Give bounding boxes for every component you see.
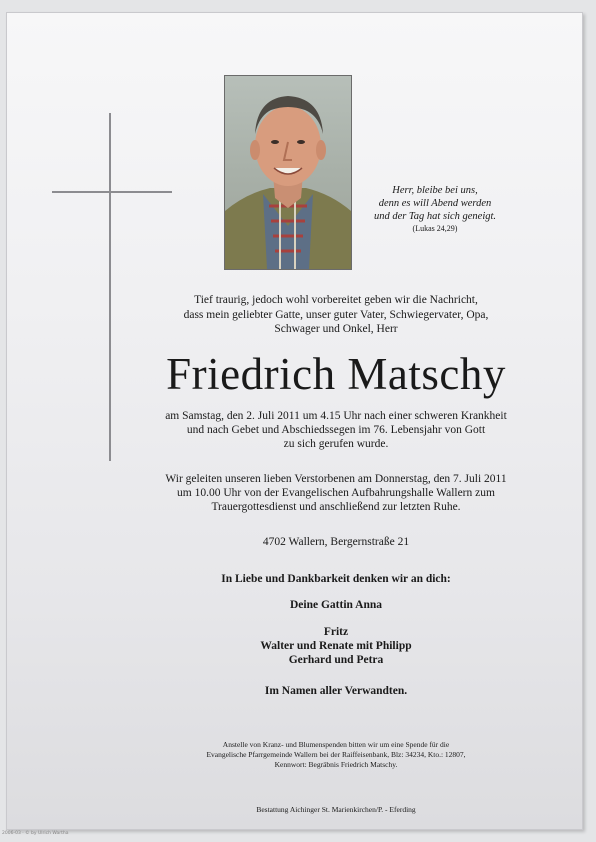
address: 4702 Wallern, Bergernstraße 21 [262,536,410,548]
family-member: Fritz [323,626,349,638]
quote-line: und der Tag hat sich geneigt. [373,211,497,222]
funeral-notice [106,472,566,514]
quote-line: denn es will Abend werden [378,198,492,209]
donation-line: Anstelle von Kranz- und Blumenspenden bitten wir um eine Spende für die [222,740,450,749]
death-notice-line: am Samstag, den 2. Juli 2011 um 4.15 Uhr nach einer schweren Krankheit [165,410,507,422]
donation-line: Kennwort: Begräbnis Friedrich Matschy. [274,760,398,769]
funeral-notice-line: Trauergottesdienst und anschließend zur letzten Ruhe. [211,501,461,513]
intro-text [106,293,566,337]
intro-line: Schwager und Onkel, Herr [274,323,398,335]
deceased-name: Friedrich Matschy [166,349,506,399]
print-stamp: 2006-03 · © by Ulrich Wartha [2,831,69,836]
bible-quote [360,184,510,234]
intro-line: Tief traurig, jedoch wohl vorbereitet geben wir die Nachricht, [194,294,478,306]
funeral-home-footer: Bestattung Aichinger St. Marienkirchen/P. - Eferding [256,805,416,814]
funeral-notice-line: um 10.00 Uhr von der Evangelischen Aufbahrungshalle Wallern zum [177,487,495,499]
death-notice-line: und nach Gebet und Abschiedssegen im 76. Lebensjahr von Gott [186,424,486,436]
death-notice-line: zu sich gerufen wurde. [283,438,389,450]
death-notice [106,409,566,451]
closing-line: Im Namen aller Verwandten. [264,685,408,697]
cross-horizontal-bar [52,191,172,193]
quote-line: Herr, bleibe bei uns, [392,185,478,196]
intro-line: dass mein geliebter Gatte, unser guter Vater, Schwiegervater, Opa, [183,308,489,321]
family-member: Gerhard und Petra [288,654,384,666]
funeral-notice-line: Wir geleiten unseren lieben Verstorbenen am Donnerstag, den 7. Juli 2011 [165,473,507,485]
donation-note [106,740,566,770]
quote-reference: (Lukas 24,29) [412,224,458,233]
family-member: Walter und Renate mit Philipp [260,640,412,652]
portrait-photo [224,75,352,270]
family-list [106,625,566,667]
spouse-name: Deine Gattin Anna [289,599,382,611]
mourners-heading: In Liebe und Dankbarkeit denken wir an dich: [221,573,451,585]
donation-line: Evangelische Pfarrgemeinde Wallern bei der Raiffeisenbank, Blz: 34234, Kto.: 12807, [206,750,466,759]
